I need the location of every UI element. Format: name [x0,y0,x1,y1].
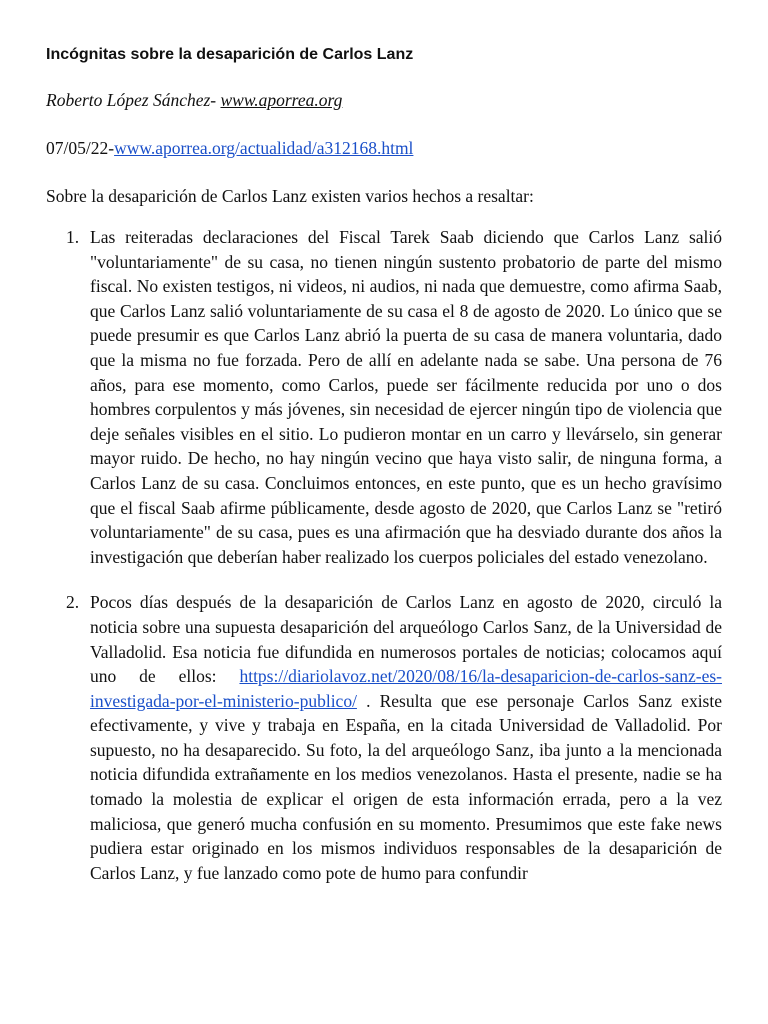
dateline [46,136,722,160]
news-source-link[interactable]: https://diariolavoz.net/2020/08/16/la-desaparicion-de-carlos-sanz-es-investigada-por-el-ministerio-publico/ [90,666,722,711]
list-item-number: 2. [66,592,80,613]
list-item [46,225,722,569]
numbered-list [46,225,722,885]
author-name: Roberto López Sánchez- [46,90,221,110]
author-line [46,88,722,112]
list-item-number: 1. [66,227,80,247]
article-url-link[interactable]: www.aporrea.org/actualidad/a312168.html [114,138,414,158]
publication-date: 07/05/22- [46,138,115,158]
document-title: Incógnitas sobre la desaparición de Carlos Lanz [46,46,414,63]
intro-paragraph: Sobre la desaparición de Carlos Lanz existen varios hechos a resaltar: [46,186,534,206]
list-item-text-after-link: . Resulta que ese personaje Carlos Sanz existe efectivamente, y vive y trabaja en España, en la citada Universidad de Valladolid. Por supuesto, no ha desaparecido. Su foto, la del arqueólogo Sanz, iba junto a la mencionada noticia difundida extrañamente en los medios venezolanos. Hasta el presente, nadie se ha tomado la molestia de explicar el origen de esta información errada, pero a la vez maliciosa, que generó mucha confusión en su momento. Presumimos que este fake news pudiera estar originado en los mismos individuos responsables de la desaparición de Carlos Lanz, y fue lanzado como pote de humo para confundir [90,690,722,883]
list-item [46,590,722,885]
document-page [46,44,722,906]
author-site-link[interactable]: www.aporrea.org [220,90,343,110]
list-item-text: Las reiteradas declaraciones del Fiscal Tarek Saab diciendo que Carlos Lanz salió "voluntariamente" de su casa, no tienen ningún sustento probatorio de parte del mismo fiscal. No existen testigos, ni videos, ni audios, ni nada que demuestre, como afirma Saab, que Carlos Lanz salió voluntariamente de su casa el 8 de agosto de 2020. Lo único que se puede presumir es que Carlos Lanz abrió la puerta de su casa de manera voluntaria, dado que la misma no fue forzada. Pero de allí en adelante nada se sabe. Una persona de 76 años, para ese momento, como Carlos, puede ser fácilmente reducida por uno o dos hombres corpulentos y más jóvenes, sin necesidad de ejercer ningún tipo de violencia que deje señales visibles en el sitio. Lo pudieron montar en un carro y llevárselo, sin generar mayor ruido. De hecho, no hay ningún vecino que haya visto salir, de ninguna forma, a Carlos Lanz de su casa. Concluimos entonces, en este punto, que es un hecho gravísimo que el fiscal Saab afirme públicamente, desde agosto de 2020, que Carlos Lanz se "retiró voluntariamente" de su casa, pues es una afirmación que ha desviado durante dos años la investigación que deberían haber realizado los cuerpos policiales del estado venezolano. [90,227,722,567]
list-item-text-before-link: Pocos días después de la desaparición de Carlos Lanz en agosto de 2020, circuló la noticia sobre una supuesta desaparición del arqueólogo Carlos Sanz, de la Universidad de Valladolid. Esa noticia fue difundida en numerosos portales de noticias; colocamos aquí uno de ellos: [90,592,722,687]
